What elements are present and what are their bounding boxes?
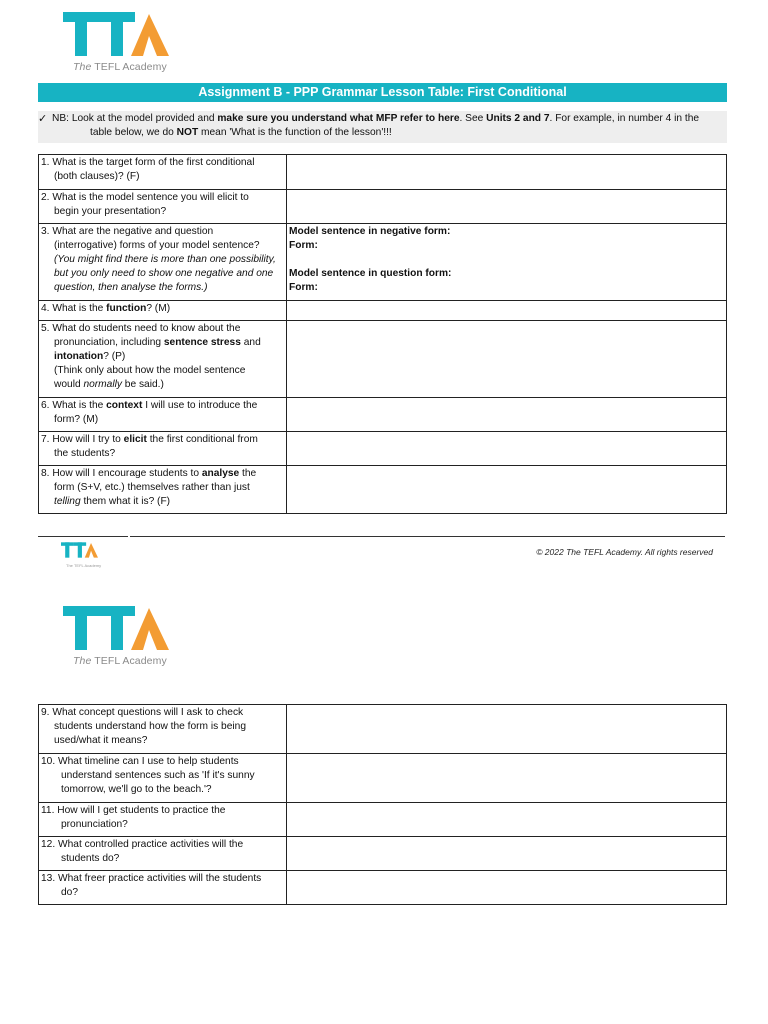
- question-cell: 11. How will I get students to practice the pronunciation?: [39, 803, 287, 837]
- tta-tagline: The TEFL Academy: [73, 655, 167, 667]
- copyright-text: © 2022 The TEFL Academy. All rights reserved: [536, 547, 713, 557]
- question-cell: 4. What is the function? (M): [39, 301, 287, 321]
- table-row: [39, 466, 727, 514]
- answer-cell[interactable]: [287, 871, 727, 905]
- table-row: [39, 803, 727, 837]
- tta-tagline: The TEFL Academy: [73, 61, 167, 73]
- instruction-note: ✓ NB: Look at the model provided and make sure you understand what MFP refer to here. See Units 2 and 7. For example, in number 4 in the table below, we do NOT mean 'What is the function of the lesson'!!!: [38, 111, 727, 143]
- table-row: [39, 398, 727, 432]
- answer-cell[interactable]: Model sentence in negative form: Form: Model sentence in question form: Form:: [287, 224, 727, 301]
- tta-logo-mark: [61, 542, 98, 558]
- answer-cell[interactable]: [287, 754, 727, 803]
- answer-cell[interactable]: [287, 837, 727, 871]
- answer-cell[interactable]: [287, 321, 727, 398]
- answer-cell[interactable]: [287, 190, 727, 224]
- question-cell: 8. How will I encourage students to analyse the form (S+V, etc.) themselves rather than just telling them what it is? (F): [39, 466, 287, 514]
- question-cell: 5. What do students need to know about the pronunciation, including sentence stress and intonation? (P) (Think only about how the model sentence would normally be said.): [39, 321, 287, 398]
- answer-cell[interactable]: [287, 803, 727, 837]
- footer-tagline: The TEFL Academy: [66, 563, 102, 568]
- table-row: [39, 224, 727, 301]
- table-row: [39, 301, 727, 321]
- table-row: [39, 871, 727, 905]
- footer-tta-logo: [61, 542, 101, 568]
- answer-cell[interactable]: [287, 705, 727, 754]
- table-row: [39, 837, 727, 871]
- tta-logo-mark: [63, 12, 169, 56]
- lesson-table-part-1: [38, 154, 727, 514]
- question-cell: 7. How will I try to elicit the first conditional from the students?: [39, 432, 287, 466]
- question-cell: 10. What timeline can I use to help students understand sentences such as 'If it's sunny tomorrow, we'll go to the beach.'?: [39, 754, 287, 803]
- question-cell: 3. What are the negative and question (interrogative) forms of your model sentence? (You might find there is more than one possibility, but you only need to show one negative and one question, then analyse the forms.): [39, 224, 287, 301]
- checkmark-icon: ✓: [38, 113, 48, 125]
- answer-cell[interactable]: [287, 155, 727, 190]
- table-row: [39, 155, 727, 190]
- lesson-table-part-2: [38, 704, 727, 905]
- answer-cell[interactable]: [287, 398, 727, 432]
- question-cell: 9. What concept questions will I ask to check students understand how the form is being used/what it means?: [39, 705, 287, 754]
- footer-divider: [130, 536, 725, 537]
- question-cell: 12. What controlled practice activities will the students do?: [39, 837, 287, 871]
- question-cell: 1. What is the target form of the first conditional (both clauses)? (F): [39, 155, 287, 190]
- tta-logo: [63, 12, 169, 73]
- footer-divider: [38, 536, 128, 537]
- table-row: [39, 705, 727, 754]
- table-row: [39, 190, 727, 224]
- answer-cell[interactable]: [287, 301, 727, 321]
- table-row: [39, 754, 727, 803]
- question-cell: 6. What is the context I will use to introduce the form? (M): [39, 398, 287, 432]
- answer-cell[interactable]: [287, 432, 727, 466]
- tta-logo-mark: [63, 606, 169, 650]
- tta-logo: [63, 606, 169, 667]
- table-row: [39, 321, 727, 398]
- answer-cell[interactable]: [287, 466, 727, 514]
- question-cell: 2. What is the model sentence you will elicit to begin your presentation?: [39, 190, 287, 224]
- table-row: [39, 432, 727, 466]
- question-cell: 13. What freer practice activities will the students do?: [39, 871, 287, 905]
- document-title: Assignment B - PPP Grammar Lesson Table: First Conditional: [38, 83, 727, 102]
